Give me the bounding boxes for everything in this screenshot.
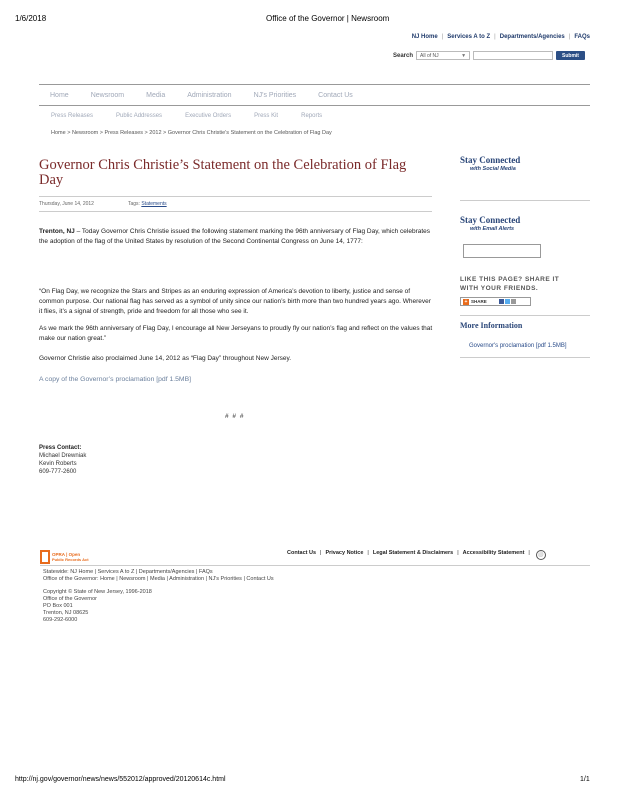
top-nav-nj-home[interactable]: NJ Home	[411, 34, 438, 40]
print-title: Office of the Governor | Newsroom	[266, 14, 390, 23]
article-proclaimed: Governor Christie also proclaimed June 14, 2012 as “Flag Day” throughout New Jersey.	[39, 355, 292, 362]
main-nav-newsroom[interactable]: Newsroom	[90, 91, 125, 99]
article-date: Thursday, June 14, 2012	[39, 201, 94, 207]
footer-legal-statement[interactable]: Legal Statement & Disclaimers	[372, 550, 454, 556]
breadcrumb[interactable]: Home > Newsroom > Press Releases > 2012 > Governor Chris Christie's Statement on the Celebration of Flag Day	[51, 130, 332, 136]
main-nav-administration[interactable]: Administration	[187, 91, 232, 99]
top-nav: NJ Home | Services A to Z | Departments/Agencies | FAQs	[411, 34, 590, 40]
press-contact-name-2: Kevin Roberts	[39, 461, 77, 467]
sub-nav-press-releases[interactable]: Press Releases	[51, 113, 94, 119]
date-divider	[39, 211, 432, 212]
stay-connected-email-sub: with Email Alerts	[470, 226, 515, 232]
main-nav-contact[interactable]: Contact Us	[318, 91, 353, 99]
main-nav-home[interactable]: Home	[50, 91, 69, 99]
footer-address: Copyright © State of New Jersey, 1996-2018 Office of the Governor PO Box 001 Trenton, NJ 08625 609-292-6000	[43, 589, 152, 623]
footer-statewide-links[interactable]: Statewide: NJ Home | Services A to Z | Departments/Agencies | FAQs	[43, 569, 213, 575]
twitter-icon	[505, 299, 510, 304]
sidebar-divider-1	[460, 200, 590, 201]
tag-link-statements[interactable]: Statements	[141, 201, 167, 207]
sub-nav-public-addresses[interactable]: Public Addresses	[116, 113, 163, 119]
footer-divider	[40, 565, 590, 566]
sub-nav	[51, 113, 322, 119]
footer-office-links[interactable]: Office of the Governor: Home | Newsroom | Media | Administration | NJ's Priorities | Contact Us	[43, 576, 274, 582]
sidebar-divider-2	[460, 315, 590, 316]
top-nav-departments[interactable]: Departments/Agencies	[499, 34, 565, 40]
search-submit-button[interactable]: Submit	[556, 51, 585, 60]
plus-icon: +	[464, 298, 468, 305]
email-alert-input[interactable]	[463, 244, 541, 258]
print-date: 1/6/2018	[15, 14, 47, 23]
footer-accessibility[interactable]: Accessibility Statement	[462, 550, 525, 556]
more-proclamation-link[interactable]: Governor's proclamation [pdf 1.5MB]	[469, 343, 567, 349]
stay-connected-email-title: Stay Connected	[460, 215, 521, 225]
article-lead-text: – Today Governor Chris Christie issued the following statement marking the 96th anniversary of Flag Day, which celebrates the adoption of the flag of the United States by resolution of the Second Continental Congress on June 14, 1777:	[39, 228, 431, 245]
opra-logo[interactable]	[40, 549, 89, 566]
search-input[interactable]	[473, 51, 553, 60]
print-page-number: 1/1	[580, 776, 590, 783]
opra-line-2: Public Records Act	[52, 557, 89, 562]
sidebar-divider-3	[460, 357, 590, 358]
main-nav-priorities[interactable]: NJ's Priorities	[253, 91, 297, 99]
proclamation-link[interactable]: A copy of the Governor’s proclamation [pdf 1.5MB]	[39, 376, 192, 383]
footer-links: Contact Us | Privacy Notice | Legal Statement & Disclaimers | Accessibility Statement | ⚪	[287, 550, 544, 558]
footer-phone: 609-292-6000	[43, 617, 78, 623]
opra-line-1: OPRA | Open	[52, 552, 81, 557]
top-nav-services[interactable]: Services A to Z	[447, 34, 491, 40]
facebook-icon	[499, 299, 504, 304]
article-lead	[39, 227, 434, 247]
end-mark: # # #	[225, 413, 245, 420]
accessibility-icon[interactable]: ⚪	[537, 552, 544, 558]
article-tags	[128, 201, 167, 207]
share-button[interactable]: + SHARE	[460, 297, 531, 306]
sub-nav-executive-orders[interactable]: Executive Orders	[185, 113, 232, 119]
title-divider	[39, 196, 432, 197]
search-bar	[393, 51, 585, 60]
email-icon	[511, 299, 516, 304]
press-contact	[39, 444, 86, 476]
article-dateline: Trenton, NJ	[39, 228, 75, 235]
stay-connected-social-title: Stay Connected	[460, 155, 521, 165]
more-information-title: More Information	[460, 321, 523, 330]
sub-nav-reports[interactable]: Reports	[301, 113, 323, 119]
print-url: http://nj.gov/governor/news/news/552012/approved/20120614c.html	[15, 776, 226, 783]
stay-connected-social-sub: with Social Media	[470, 166, 516, 172]
top-nav-faqs[interactable]: FAQs	[574, 34, 590, 40]
footer-privacy-notice[interactable]: Privacy Notice	[325, 550, 364, 556]
article-quote-1: “On Flag Day, we recognize the Stars and Stripes as an enduring expression of America’s devotion to liberty, justice and sense of common purpose. Our national flag has served as a symbol of unity since our nation’s birth more than two hundred years ago. Wherever it flies, it’s a signal of strength, pride and freedom for all those who see it.	[39, 288, 431, 315]
main-nav-media[interactable]: Media	[146, 91, 166, 99]
page-title: Governor Chris Christie’s Statement on the Celebration of Flag Day	[39, 157, 407, 188]
search-scope-select[interactable]: All of NJ ▼	[416, 51, 470, 60]
press-contact-label: Press Contact:	[39, 445, 82, 451]
search-label: Search	[393, 52, 414, 59]
press-contact-name-1: Michael Drewniak	[39, 453, 87, 459]
share-prompt: LIKE THIS PAGE? SHARE IT WITH YOUR FRIENDS.	[460, 276, 560, 292]
press-contact-phone: 609-777-2600	[39, 469, 77, 475]
tags-label: Tags:	[128, 201, 140, 207]
chevron-down-icon: ▼	[461, 53, 467, 59]
sub-nav-press-kit[interactable]: Press Kit	[254, 113, 279, 119]
article-quote-2: As we mark the 96th anniversary of Flag Day, I encourage all New Jerseyans to proudly fly our nation’s flag and reflect on the values that make our nation great.”	[39, 325, 433, 342]
footer-copyright: Copyright © State of New Jersey, 1996-2018	[43, 589, 152, 595]
footer-contact-us[interactable]: Contact Us	[287, 550, 317, 556]
main-nav	[39, 84, 590, 106]
